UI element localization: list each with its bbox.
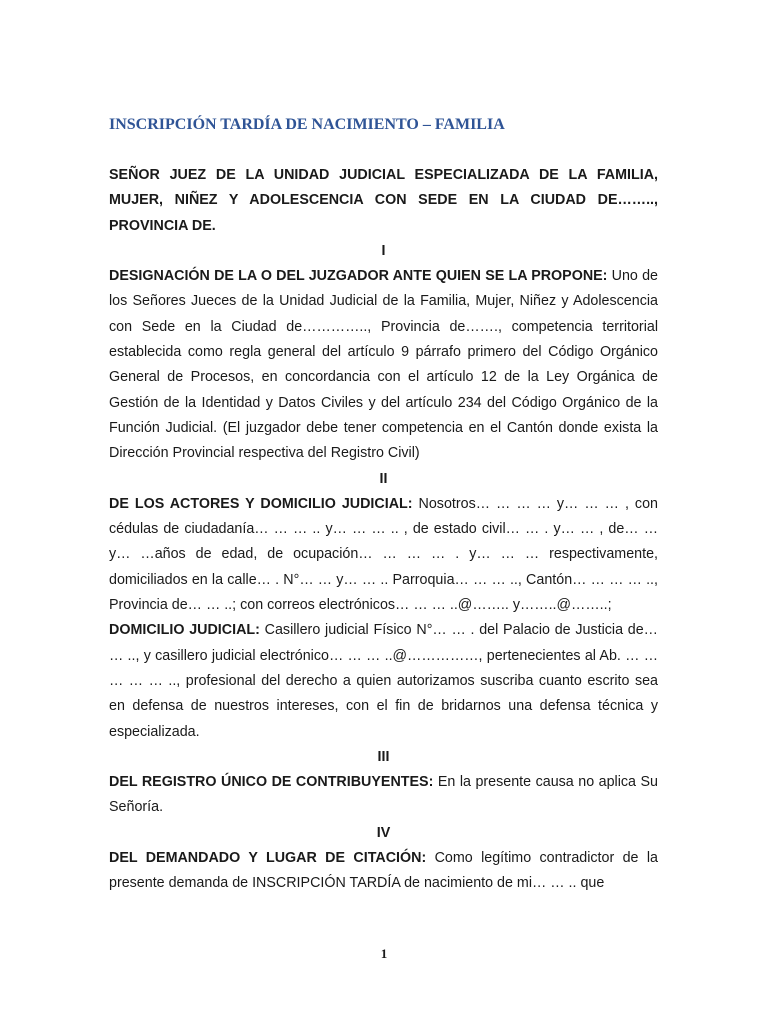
section-3-label: DEL REGISTRO ÚNICO DE CONTRIBUYENTES: — [109, 774, 434, 791]
addressee-heading: SEÑOR JUEZ DE LA UNIDAD JUDICIAL ESPECIALIZADA DE LA FAMILIA, MUJER, NIÑEZ Y ADOLESCENCIA CON SEDE EN LA CIUDAD DE…….., PROVINCIA DE. — [109, 167, 658, 234]
section-2-label: DE LOS ACTORES Y DOMICILIO JUDICIAL: — [109, 495, 413, 512]
document-title: INSCRIPCIÓN TARDÍA DE NACIMIENTO – FAMILIA — [109, 116, 505, 133]
page-number: 1 — [380, 946, 388, 961]
section-4-label: DEL DEMANDADO Y LUGAR DE CITACIÓN: — [109, 850, 427, 867]
section-2-paragraph — [109, 492, 658, 618]
section-3-text: En la presente causa no aplica Su Señoría. — [109, 774, 658, 816]
section-4-paragraph — [109, 846, 658, 897]
section-1-text: Uno de los Señores Jueces de la Unidad Judicial de la Familia, Mujer, Niñez y Adolescencia con Sede en la Ciudad de………….., Provincia de……., competencia territorial establecida como regla general del artículo 9 párrafo primero del Código Orgánico General de Procesos, en concordancia con el artículo 12 de la Ley Orgánica de Gestión de la Identidad y Datos Civiles y del artículo 234 del Código Orgánico de la Función Judicial. (El juzgador debe tener competencia en el Cantón donde exista la Dirección Provincial respectiva del Registro Civil) — [109, 268, 658, 462]
section-4-text: Como legítimo contradictor de la presente demanda de INSCRIPCIÓN TARDÍA de nacimiento de mi… … .. que — [109, 850, 658, 892]
section-2-domicile-label: DOMICILIO JUDICIAL: — [109, 622, 260, 639]
section-numeral-3: III — [377, 748, 390, 765]
section-2-domicile-paragraph — [109, 618, 658, 744]
section-numeral-2: II — [379, 470, 388, 487]
section-1-paragraph — [109, 264, 658, 466]
section-1-label: DESIGNACIÓN DE LA O DEL JUZGADOR ANTE QUIEN SE LA PROPONE: — [109, 268, 608, 285]
section-2-domicile-text: Casillero judicial Físico N°… … . del Palacio de Justicia de… … .., y casillero judicial electrónico… … … ..@……………, pertenecientes al Ab. … … … … … .., profesional del derecho a quien autorizamos suscriba cuanto escrito sea en defensa de nuestros intereses, con el fin de bridarnos una defensa técnica y especializada. — [109, 622, 658, 740]
document-body — [109, 163, 658, 897]
section-3-paragraph — [109, 770, 658, 821]
section-numeral-1: I — [381, 242, 386, 259]
section-2-text: Nosotros… … … … y… … … , con cédulas de ciudadanía… … … .. y… … … .. , de estado civil… … . y… … , de… … y… …años de edad, de ocupación… … … … . y… … … respectivamente, domiciliados en la calle… . N°… … y… … .. Parroquia… … … .., Cantón… … … … .., Provincia de… … ..; con correos electrónicos… … … ..@…….. y……..@……..; — [109, 495, 658, 614]
section-numeral-4: IV — [376, 824, 391, 841]
